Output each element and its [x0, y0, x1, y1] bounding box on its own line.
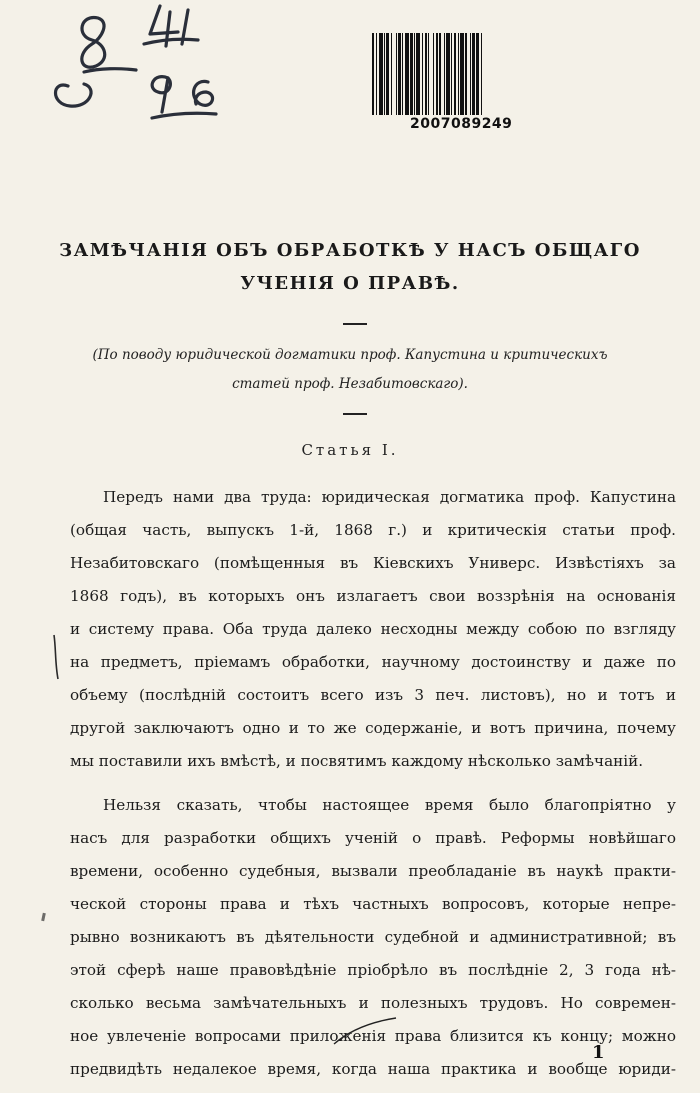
text-line: Нельзя сказать, чтобы настоящее время было благопріятно у — [103, 796, 676, 814]
text-line: времени, особенно судебныя, вызвали преобладаніе въ наукѣ практи- — [70, 862, 676, 880]
separator-dash — [343, 413, 367, 415]
text-line: сколько весьма замѣчательныхъ и полезныхъ трудовъ. Но современ- — [70, 994, 676, 1012]
subtitle-line-1: (По поводу юридической догматики проф. Капустина и критическихъ — [92, 347, 608, 363]
text-line: этой сферѣ наше правовѣдѣніе пріобрѣло въ послѣдніе 2, 3 года нѣ- — [70, 961, 676, 979]
title-line-2: УЧЕНІЯ О ПРАВѢ. — [240, 273, 460, 294]
ink-scribble — [330, 1010, 400, 1050]
text-line: 1868 годъ), въ которыхъ онъ излагаетъ свои воззрѣнія на основанія — [70, 587, 676, 605]
article-heading: Статья I. — [301, 441, 399, 459]
text-line: ное увлеченіе вопросами приложенія права близится къ концу; можно — [70, 1027, 676, 1045]
barcode-number: 2007089249 — [410, 116, 513, 132]
separator-dash — [343, 323, 367, 325]
text-line: предвидѣть недалекое время, когда наша практика и вообще юриди- — [70, 1060, 676, 1078]
text-line: рывно возникаютъ въ дѣятельности судебной и административной; въ — [70, 928, 676, 946]
text-line: Передъ нами два труда: юридическая догматика проф. Капустина — [103, 488, 676, 506]
text-line: ческой стороны права и тѣхъ частныхъ вопросовъ, которые непре- — [70, 895, 676, 913]
handwritten-shelfmark — [40, 0, 240, 130]
text-line: (общая часть, выпускъ 1-й, 1868 г.) и критическія статьи проф. — [70, 521, 676, 539]
shelfmark-drawing — [40, 0, 240, 130]
text-line: объему (послѣдній состоитъ всего изъ 3 печ. листовъ), но и тотъ и — [70, 686, 676, 704]
text-line: и систему права. Оба труда далеко несходны между собою по взгляду — [70, 620, 676, 638]
text-line: Незабитовскаго (помѣщенныя въ Кіевскихъ Универс. Извѣстіяхъ за — [70, 554, 676, 572]
page-number: 1 — [592, 1042, 605, 1063]
text-line: другой заключаютъ одно и то же содержаніе, и вотъ причина, почему — [70, 719, 676, 737]
text-line: насъ для разработки общихъ ученій о правѣ. Реформы новѣйшаго — [70, 829, 676, 847]
subtitle-line-2: статей проф. Незабитовскаго). — [232, 376, 468, 392]
text-line: на предметъ, пріемамъ обработки, научному достоинству и даже по — [70, 653, 676, 671]
barcode — [372, 33, 532, 133]
title-line-1: ЗАМѢЧАНІЯ ОБЪ ОБРАБОТКѢ У НАСЪ ОБЩАГО — [59, 240, 641, 261]
margin-pencil-mark — [52, 633, 60, 681]
ink-speck — [41, 913, 46, 921]
barcode-gap — [482, 33, 484, 115]
text-line: мы поставили ихъ вмѣстѣ, и посвятимъ каждому нѣсколько замѣчаній. — [70, 752, 644, 770]
barcode-bars — [372, 33, 522, 115]
